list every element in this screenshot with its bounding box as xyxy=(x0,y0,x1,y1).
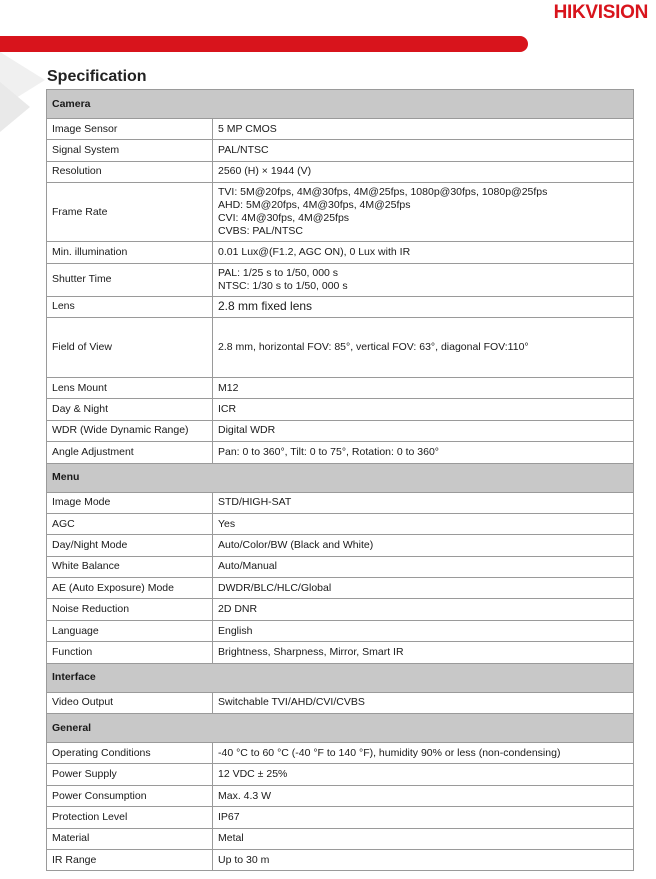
spec-row xyxy=(47,785,634,806)
spec-value: Auto/Color/BW (Black and White) xyxy=(213,535,634,556)
spec-label: Min. illumination xyxy=(47,242,213,263)
spec-value-line: NTSC: 1/30 s to 1/50, 000 s xyxy=(218,279,348,292)
spec-label: Language xyxy=(47,620,213,641)
spec-value: 2560 (H) × 1944 (V) xyxy=(213,161,634,182)
spec-value: Switchable TVI/AHD/CVI/CVBS xyxy=(213,692,634,713)
spec-row xyxy=(47,296,634,317)
spec-value: 2.8 mm fixed lens xyxy=(213,296,634,317)
spec-label: Day & Night xyxy=(47,399,213,420)
spec-label: WDR (Wide Dynamic Range) xyxy=(47,420,213,441)
spec-value: 0.01 Lux@(F1.2, AGC ON), 0 Lux with IR xyxy=(213,242,634,263)
spec-label: Image Mode xyxy=(47,492,213,513)
spec-label: White Balance xyxy=(47,556,213,577)
spec-label: Day/Night Mode xyxy=(47,535,213,556)
spec-label: Image Sensor xyxy=(47,119,213,140)
section-header-menu: Menu xyxy=(47,463,634,492)
section-header-interface: Interface xyxy=(47,663,634,692)
spec-label: Lens xyxy=(47,296,213,317)
spec-row xyxy=(47,828,634,849)
spec-row xyxy=(47,377,634,398)
spec-row xyxy=(47,599,634,620)
spec-value: 2D DNR xyxy=(213,599,634,620)
spec-value: STD/HIGH-SAT xyxy=(213,492,634,513)
spec-value: 2.8 mm, horizontal FOV: 85°, vertical FOV: 63°, diagonal FOV:110° xyxy=(213,317,634,377)
spec-value: Metal xyxy=(213,828,634,849)
spec-row xyxy=(47,161,634,182)
spec-label: Power Consumption xyxy=(47,785,213,806)
spec-row xyxy=(47,119,634,140)
spec-row xyxy=(47,642,634,663)
spec-value xyxy=(213,263,634,296)
spec-label: Function xyxy=(47,642,213,663)
spec-label: Angle Adjustment xyxy=(47,442,213,463)
spec-value: Up to 30 m xyxy=(213,849,634,870)
spec-value: 5 MP CMOS xyxy=(213,119,634,140)
spec-row xyxy=(47,556,634,577)
spec-value: IP67 xyxy=(213,807,634,828)
spec-value: Yes xyxy=(213,513,634,534)
spec-value-line: CVBS: PAL/NTSC xyxy=(218,225,303,238)
spec-label: IR Range xyxy=(47,849,213,870)
spec-row xyxy=(47,513,634,534)
spec-row xyxy=(47,535,634,556)
spec-row xyxy=(47,578,634,599)
spec-row xyxy=(47,692,634,713)
spec-row xyxy=(47,492,634,513)
spec-value: Brightness, Sharpness, Mirror, Smart IR xyxy=(213,642,634,663)
spec-label: Resolution xyxy=(47,161,213,182)
spec-value xyxy=(213,183,634,242)
spec-value: -40 °C to 60 °C (-40 °F to 140 °F), humidity 90% or less (non-condensing) xyxy=(213,743,634,764)
spec-row xyxy=(47,807,634,828)
spec-value: Auto/Manual xyxy=(213,556,634,577)
spec-row xyxy=(47,140,634,161)
spec-value: M12 xyxy=(213,377,634,398)
spec-row xyxy=(47,743,634,764)
spec-row xyxy=(47,317,634,377)
spec-row xyxy=(47,420,634,441)
spec-label: Protection Level xyxy=(47,807,213,828)
spec-label: Material xyxy=(47,828,213,849)
spec-row xyxy=(47,764,634,785)
page-title: Specification xyxy=(47,68,147,85)
spec-row xyxy=(47,242,634,263)
spec-row xyxy=(47,183,634,242)
spec-value: 12 VDC ± 25% xyxy=(213,764,634,785)
spec-label: Shutter Time xyxy=(47,263,213,296)
spec-label: Signal System xyxy=(47,140,213,161)
section-header-general: General xyxy=(47,714,634,743)
spec-label: AGC xyxy=(47,513,213,534)
spec-label: Power Supply xyxy=(47,764,213,785)
spec-row xyxy=(47,399,634,420)
spec-value-line: TVI: 5M@20fps, 4M@30fps, 4M@25fps, 1080p@30fps, 1080p@25fps xyxy=(218,186,548,199)
header-red-bar xyxy=(0,36,528,52)
spec-label: Operating Conditions xyxy=(47,743,213,764)
spec-label: AE (Auto Exposure) Mode xyxy=(47,578,213,599)
spec-table xyxy=(46,89,634,871)
spec-row xyxy=(47,849,634,870)
spec-value: Max. 4.3 W xyxy=(213,785,634,806)
spec-value-line: PAL: 1/25 s to 1/50, 000 s xyxy=(218,266,339,279)
spec-row xyxy=(47,620,634,641)
spec-value-line: CVI: 4M@30fps, 4M@25fps xyxy=(218,212,350,225)
spec-value: PAL/NTSC xyxy=(213,140,634,161)
spec-row xyxy=(47,263,634,296)
spec-label: Video Output xyxy=(47,692,213,713)
spec-value: English xyxy=(213,620,634,641)
spec-value: Pan: 0 to 360°, Tilt: 0 to 75°, Rotation: 0 to 360° xyxy=(213,442,634,463)
spec-row xyxy=(47,442,634,463)
spec-value-line: AHD: 5M@20fps, 4M@30fps, 4M@25fps xyxy=(218,199,411,212)
spec-label: Field of View xyxy=(47,317,213,377)
spec-label: Noise Reduction xyxy=(47,599,213,620)
spec-label: Lens Mount xyxy=(47,377,213,398)
spec-value: Digital WDR xyxy=(213,420,634,441)
spec-label: Frame Rate xyxy=(47,183,213,242)
spec-value: ICR xyxy=(213,399,634,420)
brand-logo: HIKVISION xyxy=(553,2,648,23)
spec-value: DWDR/BLC/HLC/Global xyxy=(213,578,634,599)
section-header-camera: Camera xyxy=(47,90,634,119)
